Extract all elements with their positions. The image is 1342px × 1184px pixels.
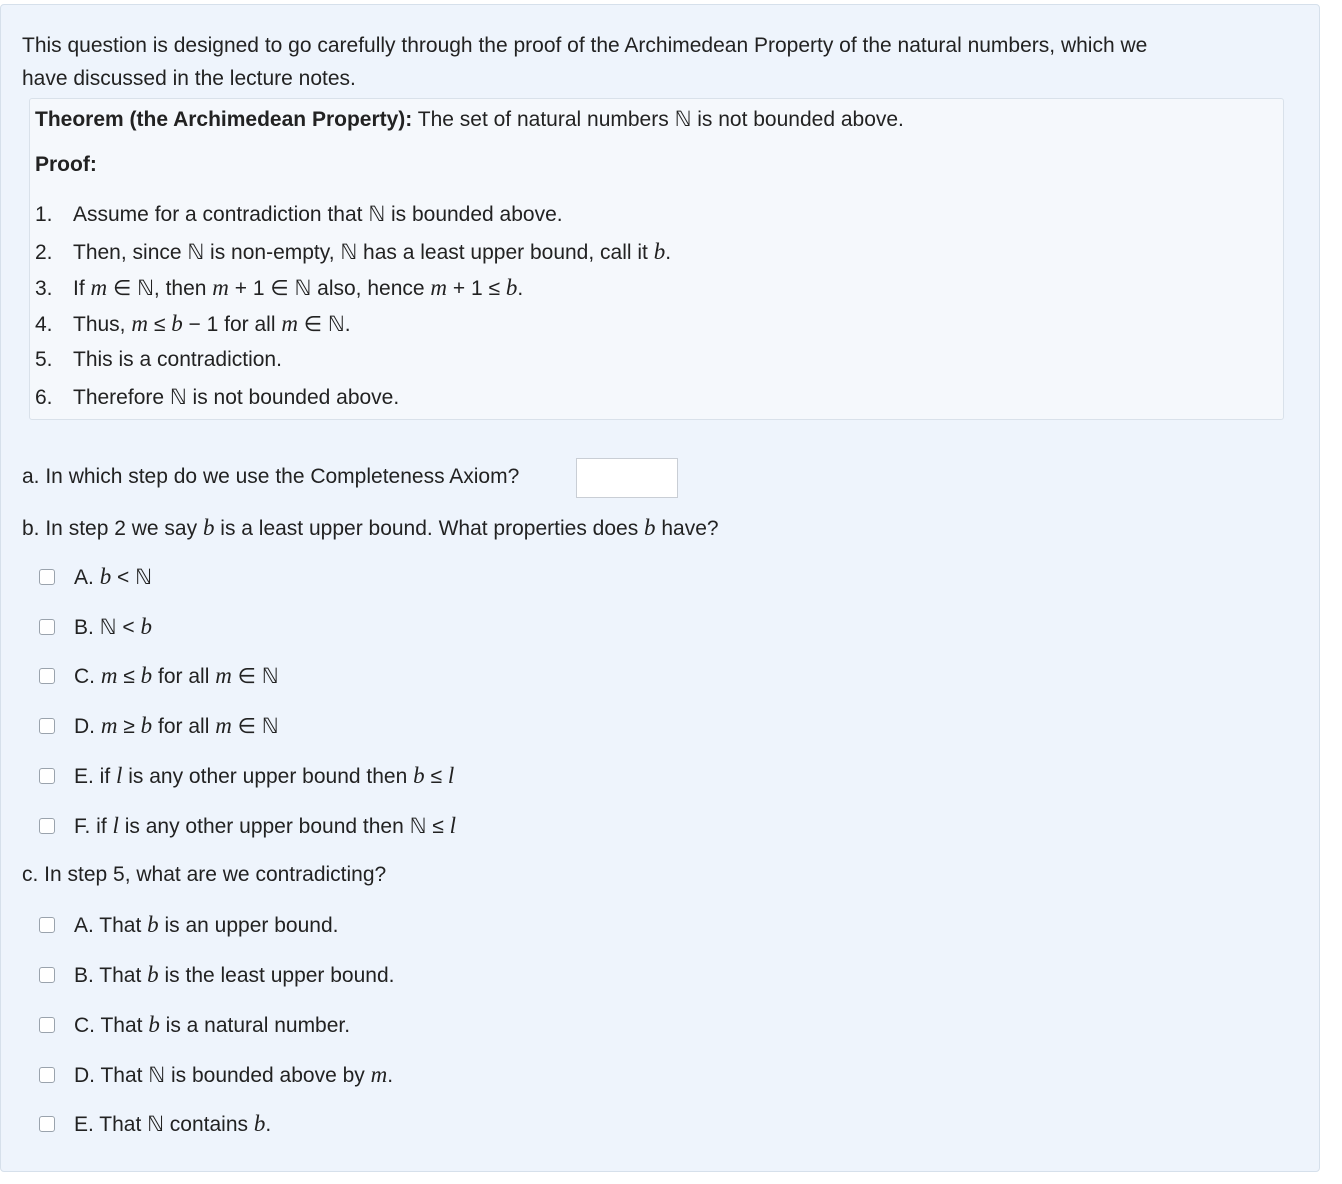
text-fragment: is a natural number. <box>159 1014 351 1037</box>
math-variable: b <box>140 614 152 639</box>
text-fragment: is any other upper bound then <box>122 765 414 788</box>
proof-step <box>35 275 523 301</box>
theorem-text-b: is not bounded above. <box>691 108 904 131</box>
question-c-option[interactable] <box>39 1012 350 1038</box>
proof-step-number: 6. <box>35 386 53 409</box>
question-c-option-checkbox[interactable] <box>39 1116 55 1132</box>
question-c-option[interactable] <box>39 1111 271 1137</box>
text-fragment: b. In step 2 we say <box>22 517 203 540</box>
question-b-option[interactable] <box>39 713 279 739</box>
text-fragment: have? <box>655 517 719 540</box>
question-c-option[interactable] <box>39 1062 393 1088</box>
question-c-option-label <box>74 1111 271 1137</box>
text-fragment: + 1 ∈ ℕ also, hence <box>228 277 431 300</box>
theorem-text-a: The set of natural numbers <box>412 108 675 131</box>
question-a-answer-input[interactable] <box>576 458 678 498</box>
text-fragment: Assume for a contradiction that ℕ is bounded above. <box>73 203 563 226</box>
math-variable: m <box>430 275 448 300</box>
math-variable: b <box>413 763 425 788</box>
intro-line-2: have discussed in the lecture notes. <box>22 67 356 90</box>
math-variable: l <box>447 763 455 788</box>
question-intro <box>22 29 1292 95</box>
proof-step <box>35 348 282 372</box>
math-variable: b <box>147 912 159 937</box>
math-variable: m <box>215 713 232 738</box>
math-variable: m <box>212 275 229 300</box>
math-variable: l <box>449 813 457 838</box>
text-fragment: ≤ <box>147 313 172 336</box>
text-fragment: ≥ <box>117 715 141 738</box>
question-b-option-checkbox[interactable] <box>39 818 55 834</box>
text-fragment: . <box>265 1113 272 1136</box>
text-fragment: ≤ <box>117 665 141 688</box>
proof-step <box>35 311 351 337</box>
text-fragment: F. if <box>74 815 113 838</box>
text-fragment: If <box>73 277 91 300</box>
naturals-symbol: ℕ <box>674 108 692 131</box>
proof-step <box>35 202 563 227</box>
text-fragment: for all <box>152 715 216 738</box>
question-c-option-checkbox[interactable] <box>39 1067 55 1083</box>
math-variable: l <box>116 763 123 788</box>
question-c-label: c. In step 5, what are we contradicting? <box>22 863 387 886</box>
text-fragment: ∈ ℕ. <box>297 313 351 336</box>
math-variable: b <box>140 663 153 688</box>
question-b-option-checkbox[interactable] <box>39 668 55 684</box>
text-fragment: + 1 ≤ <box>447 277 506 300</box>
text-fragment: E. That ℕ contains <box>74 1113 254 1136</box>
theorem-statement <box>35 107 904 132</box>
question-c-option-label <box>74 1012 350 1038</box>
proof-step <box>35 239 671 265</box>
math-variable: b <box>653 239 666 264</box>
question-b-option[interactable] <box>39 564 152 590</box>
text-fragment: D. That ℕ is bounded above by <box>74 1064 371 1087</box>
text-fragment: is a least upper bound. What properties does <box>214 517 645 540</box>
math-variable: b <box>99 564 112 589</box>
text-fragment: B. ℕ < <box>74 616 141 639</box>
math-variable: b <box>140 713 153 738</box>
text-fragment: ∈ ℕ <box>231 665 279 688</box>
math-variable: l <box>112 813 119 838</box>
text-fragment: ≤ <box>424 765 448 788</box>
text-fragment: is an upper bound. <box>158 914 339 937</box>
math-variable: b <box>148 1012 160 1037</box>
text-fragment: for all <box>152 665 216 688</box>
math-variable: b <box>644 515 656 540</box>
question-b-option[interactable] <box>39 614 152 640</box>
question-c-option-checkbox[interactable] <box>39 1017 55 1033</box>
math-variable: b <box>202 515 215 540</box>
question-c-option-checkbox[interactable] <box>39 917 55 933</box>
question-b-label <box>22 515 719 541</box>
text-fragment: C. <box>74 665 101 688</box>
question-c-option-label <box>74 962 395 988</box>
text-fragment: ∈ ℕ <box>231 715 279 738</box>
text-fragment: A. That <box>74 914 148 937</box>
text-fragment: ∈ ℕ, then <box>107 277 213 300</box>
math-variable: m <box>100 713 118 738</box>
math-variable: m <box>100 663 118 688</box>
text-fragment: C. That <box>74 1014 149 1037</box>
theorem-title: Theorem (the Archimedean Property): <box>35 108 413 131</box>
theorem-box <box>29 98 1284 420</box>
text-fragment: This is a contradiction. <box>73 348 282 371</box>
text-fragment: Thus, <box>73 313 132 336</box>
question-b-option-label <box>74 614 152 640</box>
proof-step-number: 4. <box>35 313 53 336</box>
text-fragment: . <box>387 1064 394 1087</box>
proof-step-number: 5. <box>35 348 53 371</box>
proof-step <box>35 385 399 410</box>
text-fragment: D. <box>74 715 101 738</box>
question-b-option-checkbox[interactable] <box>39 569 55 585</box>
question-b-option-checkbox[interactable] <box>39 718 55 734</box>
math-variable: m <box>370 1062 388 1087</box>
text-fragment: E. if <box>74 765 117 788</box>
question-b-option[interactable] <box>39 813 456 839</box>
math-variable: m <box>90 275 108 300</box>
question-b-option[interactable] <box>39 763 454 789</box>
math-variable: b <box>147 962 159 987</box>
proof-step-number: 2. <box>35 241 53 264</box>
question-b-option-label <box>74 564 152 590</box>
math-variable: b <box>171 311 183 336</box>
question-c-option[interactable] <box>39 962 395 988</box>
question-c-option-label <box>74 912 338 938</box>
text-fragment: is any other upper bound then ℕ ≤ <box>118 815 450 838</box>
question-b-option-label <box>74 763 454 789</box>
question-card <box>0 4 1320 1172</box>
question-c-option[interactable] <box>39 912 338 938</box>
text-fragment: < ℕ <box>111 566 152 589</box>
text-fragment: A. <box>74 566 100 589</box>
math-variable: m <box>281 311 298 336</box>
question-a-label: a. In which step do we use the Completeness Axiom? <box>22 465 520 488</box>
question-b-option-label <box>74 713 279 739</box>
question-c-option-label <box>74 1062 393 1088</box>
text-fragment: − 1 for all <box>182 313 282 336</box>
question-b-option-checkbox[interactable] <box>39 768 55 784</box>
text-fragment: Therefore ℕ is not bounded above. <box>73 386 400 409</box>
question-b-option-label <box>74 813 456 839</box>
text-fragment: Then, since ℕ is non-empty, ℕ has a least upper bound, call it <box>73 241 654 264</box>
question-b-option-label <box>74 663 279 689</box>
text-fragment: B. That <box>74 964 148 987</box>
math-variable: b <box>253 1111 266 1136</box>
question-c-option-checkbox[interactable] <box>39 967 55 983</box>
text-fragment: . <box>517 277 524 300</box>
text-fragment: is the least upper bound. <box>158 964 395 987</box>
question-b-option-checkbox[interactable] <box>39 619 55 635</box>
proof-step-number: 1. <box>35 203 53 226</box>
question-b-option[interactable] <box>39 663 279 689</box>
text-fragment: . <box>665 241 672 264</box>
intro-line-1: This question is designed to go carefully through the proof of the Archimedean Property of the natural numbers, which we <box>22 34 1148 57</box>
proof-step-number: 3. <box>35 277 53 300</box>
math-variable: m <box>215 663 232 688</box>
math-variable: m <box>131 311 148 336</box>
proof-label: Proof: <box>35 153 97 176</box>
math-variable: b <box>505 275 518 300</box>
